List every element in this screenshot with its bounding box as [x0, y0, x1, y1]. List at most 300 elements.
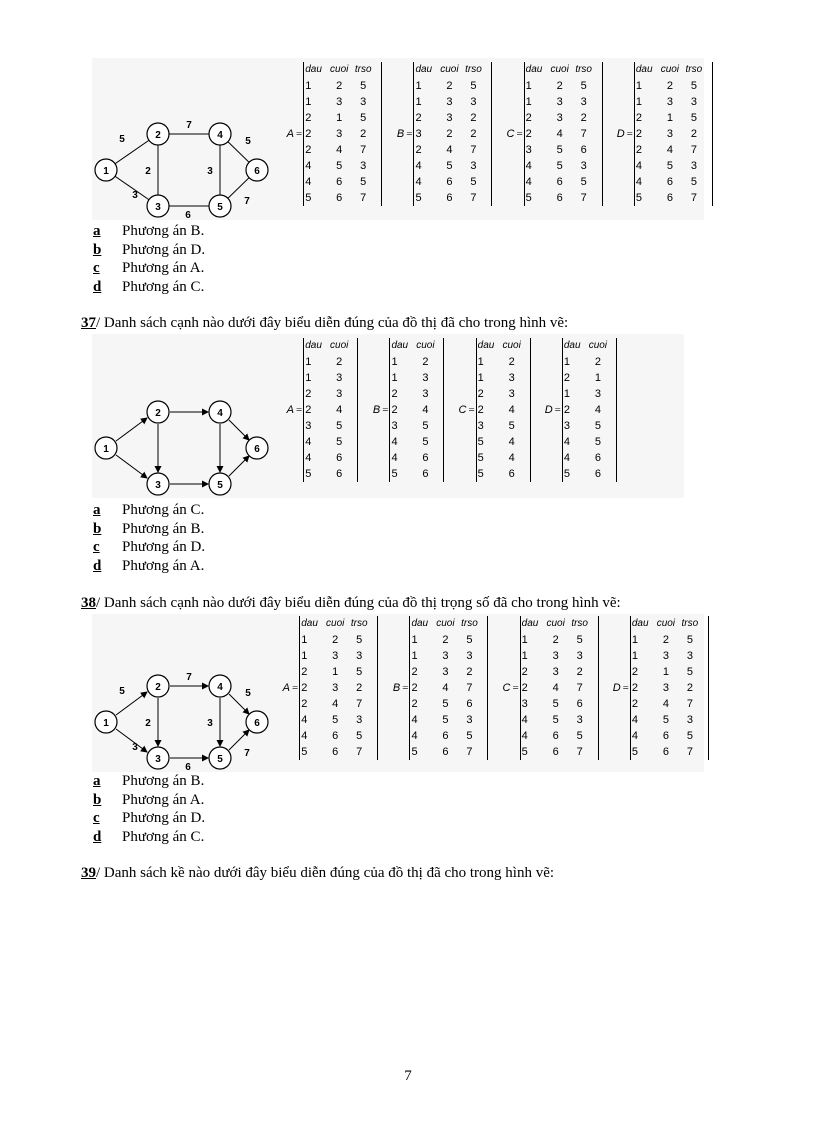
matrix-cell: 5 [576, 730, 583, 742]
matrix-label: D [612, 682, 621, 694]
matrix-row [478, 434, 524, 450]
matrix-cell: 5 [477, 436, 484, 448]
option-key: b [93, 241, 102, 258]
matrix-cell: 3 [556, 112, 563, 124]
header-cell: trso [575, 64, 592, 75]
matrix-cell: 5 [556, 144, 563, 156]
matrix-cell: 3 [580, 96, 587, 108]
matrix-cell: 4 [635, 160, 642, 172]
matrix-cell: 3 [666, 128, 673, 140]
answer-option[interactable] [93, 241, 205, 260]
matrix-a [276, 338, 362, 482]
edge-weight: 2 [145, 718, 151, 729]
matrix-cell: 2 [690, 128, 697, 140]
matrix-row [305, 126, 375, 142]
matrix-cell: 6 [666, 192, 673, 204]
matrix-cell: 3 [594, 388, 601, 400]
matrix-cell: 1 [477, 356, 484, 368]
matrix-cell: 1 [415, 96, 422, 108]
matrix-row [305, 450, 351, 466]
matrix-cell: 2 [446, 128, 453, 140]
answer-option[interactable] [93, 501, 205, 520]
matrix-cell: 1 [563, 388, 570, 400]
matrix-cell: 5 [442, 698, 449, 710]
matrix-cell: 5 [415, 192, 422, 204]
matrix-row [411, 648, 481, 664]
option-text: Phương án A. [122, 791, 205, 808]
matrix-header [305, 62, 375, 78]
matrix-cell: 4 [508, 404, 515, 416]
equals-sign: = [622, 682, 629, 694]
matrix-cell: 4 [552, 682, 559, 694]
matrix-cell: 6 [442, 730, 449, 742]
option-text: Phương án C. [122, 502, 205, 518]
matrix-cell: 2 [635, 112, 642, 124]
matrix-row [526, 78, 596, 94]
equals-sign: = [406, 128, 413, 140]
matrix-cell: 1 [594, 372, 601, 384]
node-label: 4 [217, 682, 223, 693]
matrix-cell: 5 [356, 730, 363, 742]
matrix-cell: 3 [690, 160, 697, 172]
matrix-cell: 2 [662, 634, 669, 646]
matrix-cell: 4 [301, 730, 308, 742]
matrix-row [305, 142, 375, 158]
matrix-row [415, 110, 485, 126]
matrix-d [603, 616, 713, 760]
matrix-cell: 6 [332, 730, 339, 742]
matrix-row [305, 386, 351, 402]
matrix-cell: 3 [477, 420, 484, 432]
matrix-row [478, 402, 524, 418]
node-label: 5 [217, 754, 223, 765]
matrix-row [391, 466, 437, 482]
matrix-cell: 6 [594, 452, 601, 464]
header-cell: dau [305, 340, 322, 351]
header-cell: cuoi [330, 340, 349, 351]
matrix-row [632, 648, 702, 664]
matrix-row [415, 158, 485, 174]
node-label: 3 [155, 754, 161, 765]
matrix-row [391, 386, 437, 402]
matrix-cell: 5 [360, 176, 367, 188]
matrix-row [301, 744, 371, 760]
matrix-cell: 5 [411, 746, 418, 758]
header-cell: dau [631, 618, 649, 629]
matrix-cell: 3 [580, 160, 587, 172]
matrix-label: A [282, 682, 290, 694]
matrix-cell: 5 [631, 746, 638, 758]
edge-weight: 3 [207, 718, 213, 729]
option-key: a [93, 223, 101, 239]
page-number: 7 [404, 1068, 412, 1084]
header-cell: trso [461, 618, 478, 629]
matrix-cell: 3 [525, 144, 532, 156]
header-cell: cuoi [660, 64, 680, 75]
matrix-cell: 3 [446, 112, 453, 124]
matrix-body [634, 62, 713, 206]
matrix-cell: 2 [686, 682, 693, 694]
matrix-row [305, 434, 351, 450]
matrix-d [535, 338, 621, 482]
edge-weight: 7 [244, 196, 250, 207]
matrix-cell: 5 [336, 160, 343, 172]
matrix-cell: 2 [360, 128, 367, 140]
matrix-c [448, 338, 534, 482]
matrix-body [409, 616, 488, 760]
matrix-label: C [458, 404, 467, 416]
matrix-cell: 3 [508, 372, 515, 384]
matrix-row [522, 664, 592, 680]
header-cell: dau [635, 64, 653, 75]
matrix-cell: 4 [305, 176, 312, 188]
matrix-c [496, 62, 606, 206]
matrix-cell: 2 [631, 682, 638, 694]
matrix-cell: 2 [305, 144, 312, 156]
answer-option[interactable] [93, 791, 205, 810]
matrix-cell: 4 [336, 144, 343, 156]
matrix-row [305, 402, 351, 418]
matrix-header [415, 62, 485, 78]
matrix-cell: 2 [631, 698, 638, 710]
matrix-cell: 5 [336, 420, 343, 432]
matrix-row [632, 680, 702, 696]
matrix-cell: 3 [305, 420, 312, 432]
matrix-row [636, 190, 706, 206]
matrix-cell: 7 [576, 746, 583, 758]
matrix-row [632, 728, 702, 744]
matrix-cell: 2 [631, 666, 638, 678]
matrix-cell: 4 [631, 714, 638, 726]
matrix-row [415, 174, 485, 190]
matrix-cell: 5 [686, 666, 693, 678]
matrix-row [564, 370, 610, 386]
matrix-header [632, 616, 702, 632]
matrix-cell: 4 [305, 452, 312, 464]
matrix-row [391, 450, 437, 466]
matrix-cell: 1 [631, 650, 638, 662]
matrix-cell: 3 [391, 420, 398, 432]
matrix-cell: 2 [336, 80, 343, 92]
matrix-cell: 2 [305, 404, 312, 416]
matrix-cell: 1 [301, 650, 308, 662]
matrix-cell: 5 [563, 468, 570, 480]
matrix-cell: 7 [360, 192, 367, 204]
matrix-cell: 1 [411, 634, 418, 646]
matrix-cell: 5 [594, 420, 601, 432]
matrix-row [411, 696, 481, 712]
matrix-row [415, 190, 485, 206]
header-cell: dau [301, 618, 318, 629]
option-key: d [93, 557, 102, 574]
matrix-cell: 5 [580, 80, 587, 92]
matrix-row [478, 418, 524, 434]
matrix-cell: 6 [556, 176, 563, 188]
matrix-body [413, 62, 492, 206]
matrix-cell: 1 [662, 666, 669, 678]
matrix-row [632, 632, 702, 648]
matrix-cell: 5 [594, 436, 601, 448]
matrix-cell: 5 [301, 746, 308, 758]
matrix-a [272, 616, 382, 760]
matrix-cell: 5 [466, 634, 473, 646]
matrix-cell: 5 [477, 468, 484, 480]
matrix-cell: 2 [336, 356, 343, 368]
matrix-cell: 2 [556, 80, 563, 92]
matrix-b [386, 62, 496, 206]
matrix-cell: 4 [521, 730, 528, 742]
option-text: Phương án B. [122, 773, 205, 789]
matrix-cell: 1 [635, 96, 642, 108]
matrix-cell: 5 [466, 730, 473, 742]
edge-weight: 7 [186, 672, 192, 683]
option-text: Phương án C. [122, 828, 205, 845]
matrix-cell: 5 [576, 634, 583, 646]
matrix-cell: 6 [442, 746, 449, 758]
matrix-cell: 7 [580, 192, 587, 204]
matrix-row [411, 632, 481, 648]
header-cell: dau [305, 64, 322, 75]
matrix-row [305, 354, 351, 370]
matrix-cell: 3 [336, 372, 343, 384]
matrix-row [478, 450, 524, 466]
matrix-row [478, 354, 524, 370]
matrix-label: C [502, 682, 511, 694]
edge-weight: 5 [119, 686, 125, 697]
matrix-cell: 6 [332, 746, 339, 758]
matrix-cell: 5 [356, 634, 363, 646]
matrix-cell: 6 [466, 698, 473, 710]
header-cell: cuoi [330, 64, 349, 75]
matrix-row [564, 434, 610, 450]
matrix-cell: 5 [525, 192, 532, 204]
q38-graph [92, 666, 272, 772]
matrix-cell: 7 [470, 192, 477, 204]
matrix-header [301, 616, 371, 632]
node-label: 1 [103, 718, 109, 729]
edge-weight: 6 [185, 210, 191, 220]
matrix-label: C [506, 128, 515, 140]
matrix-cell: 6 [662, 746, 669, 758]
matrix-cell: 4 [391, 452, 398, 464]
matrix-cell: 3 [332, 682, 339, 694]
matrix-row [636, 94, 706, 110]
matrix-row [636, 78, 706, 94]
matrix-row [301, 728, 371, 744]
matrix-cell: 2 [470, 128, 477, 140]
header-cell: dau [411, 618, 429, 629]
matrix-row [411, 728, 481, 744]
header-cell: dau [477, 340, 495, 351]
header-cell: cuoi [436, 618, 455, 629]
matrix-row [301, 664, 371, 680]
matrix-cell: 2 [301, 698, 308, 710]
matrix-cell: 2 [356, 682, 363, 694]
matrix-cell: 6 [662, 730, 669, 742]
matrix-cell: 1 [305, 372, 312, 384]
matrix-row [636, 174, 706, 190]
matrix-row [564, 466, 610, 482]
matrix-cell: 4 [332, 698, 339, 710]
matrix-cell: 2 [563, 404, 570, 416]
matrix-cell: 4 [411, 730, 418, 742]
answer-option[interactable] [93, 222, 205, 241]
matrix-header [391, 338, 437, 354]
header-cell: trso [354, 64, 372, 75]
matrix-row [526, 94, 596, 110]
matrix-row [391, 402, 437, 418]
matrix-cell: 2 [391, 404, 398, 416]
matrix-cell: 6 [336, 176, 343, 188]
matrix-label: D [616, 128, 625, 140]
matrix-cell: 5 [662, 714, 669, 726]
matrix-cell: 5 [332, 714, 339, 726]
matrix-cell: 3 [442, 650, 449, 662]
question-text: / Danh sách cạnh nào dưới đây biểu diễn đúng của đồ thị trọng số đã cho trong hình vẽ: [96, 595, 621, 611]
matrix-row [526, 110, 596, 126]
edge-weight: 5 [245, 688, 251, 699]
answer-option[interactable] [93, 809, 205, 828]
matrix-row [564, 402, 610, 418]
matrix-row [301, 680, 371, 696]
matrix-row [391, 418, 437, 434]
q37-matrices [276, 338, 621, 482]
matrix-cell: 5 [446, 160, 453, 172]
option-key: d [93, 828, 102, 845]
matrix-row [526, 126, 596, 142]
answer-option[interactable] [93, 557, 205, 576]
matrix-cell: 4 [662, 698, 669, 710]
matrix-cell: 3 [336, 128, 343, 140]
edge-weight: 7 [244, 748, 250, 759]
matrix-cell: 3 [576, 714, 583, 726]
matrix-cell: 3 [336, 388, 343, 400]
equals-sign: = [626, 128, 633, 140]
option-key: b [93, 791, 102, 808]
option-text: Phương án D. [122, 241, 206, 258]
matrix-cell: 3 [336, 96, 343, 108]
matrix-cell: 2 [442, 634, 449, 646]
option-key: a [93, 502, 101, 518]
matrix-label: B [396, 128, 405, 140]
matrix-label: A [286, 404, 294, 416]
matrix-cell: 5 [470, 176, 477, 188]
matrix-cell: 4 [521, 714, 528, 726]
matrix-row [632, 712, 702, 728]
answer-option[interactable] [93, 772, 205, 791]
matrix-row [411, 680, 481, 696]
matrix-cell: 3 [415, 128, 422, 140]
matrix-cell: 4 [415, 160, 422, 172]
matrix-cell: 4 [525, 160, 532, 172]
matrix-row [391, 434, 437, 450]
answer-option[interactable] [93, 259, 205, 278]
matrix-label: B [372, 404, 381, 416]
matrix-cell: 5 [690, 112, 697, 124]
matrix-cell: 3 [552, 650, 559, 662]
matrix-row [415, 94, 485, 110]
matrix-cell: 5 [442, 714, 449, 726]
matrix-cell: 1 [391, 372, 398, 384]
matrix-cell: 2 [477, 404, 484, 416]
node-label: 2 [155, 130, 161, 141]
matrix-cell: 4 [563, 436, 570, 448]
matrix-body [299, 616, 378, 760]
matrix-cell: 3 [508, 388, 515, 400]
matrix-cell: 5 [556, 160, 563, 172]
matrix-cell: 6 [580, 144, 587, 156]
matrix-cell: 1 [477, 372, 484, 384]
header-cell: cuoi [656, 618, 676, 629]
matrix-d [607, 62, 717, 206]
header-cell: trso [465, 64, 482, 75]
question-text: / Danh sách cạnh nào dưới đây biểu diễn đúng của đồ thị đã cho trong hình vẽ: [96, 315, 569, 331]
matrix-cell: 3 [686, 650, 693, 662]
matrix-cell: 7 [360, 144, 367, 156]
answer-option[interactable] [93, 520, 205, 539]
matrix-header [636, 62, 706, 78]
matrix-row [526, 142, 596, 158]
matrix-cell: 3 [556, 96, 563, 108]
matrix-cell: 5 [477, 452, 484, 464]
matrix-row [522, 744, 592, 760]
matrix-cell: 5 [422, 420, 429, 432]
matrix-row [526, 190, 596, 206]
matrix-cell: 4 [635, 176, 642, 188]
edge-weight: 5 [245, 136, 251, 147]
matrix-cell: 5 [552, 714, 559, 726]
q37-figure [92, 334, 684, 498]
matrix-cell: 3 [686, 714, 693, 726]
node-label: 6 [254, 718, 260, 729]
matrix-cell: 5 [508, 420, 515, 432]
matrix-cell: 5 [580, 176, 587, 188]
matrix-cell: 3 [422, 372, 429, 384]
answer-option[interactable] [93, 538, 205, 557]
matrix-row [411, 712, 481, 728]
matrix-row [632, 664, 702, 680]
matrix-cell: 1 [332, 666, 339, 678]
matrix-row [305, 94, 375, 110]
matrix-cell: 1 [521, 650, 528, 662]
matrix-row [391, 370, 437, 386]
matrix-cell: 4 [411, 714, 418, 726]
matrix-cell: 7 [686, 746, 693, 758]
matrix-cell: 2 [411, 682, 418, 694]
matrix-cell: 5 [305, 468, 312, 480]
answer-option[interactable] [93, 828, 205, 847]
header-cell: dau [563, 340, 581, 351]
matrix-cell: 1 [411, 650, 418, 662]
matrix-a [276, 62, 386, 206]
q38-matrices [272, 616, 713, 760]
matrix-cell: 3 [332, 650, 339, 662]
matrix-body [476, 338, 531, 482]
matrix-cell: 3 [662, 650, 669, 662]
matrix-cell: 7 [690, 192, 697, 204]
matrix-row [522, 712, 592, 728]
answer-option[interactable] [93, 278, 205, 297]
matrix-cell: 6 [336, 192, 343, 204]
matrix-row [564, 354, 610, 370]
header-cell: trso [681, 618, 699, 629]
matrix-cell: 4 [422, 404, 429, 416]
matrix-cell: 3 [466, 714, 473, 726]
matrix-label: A [286, 128, 294, 140]
matrix-cell: 3 [470, 96, 477, 108]
option-key: c [93, 539, 100, 555]
matrix-cell: 2 [635, 128, 642, 140]
